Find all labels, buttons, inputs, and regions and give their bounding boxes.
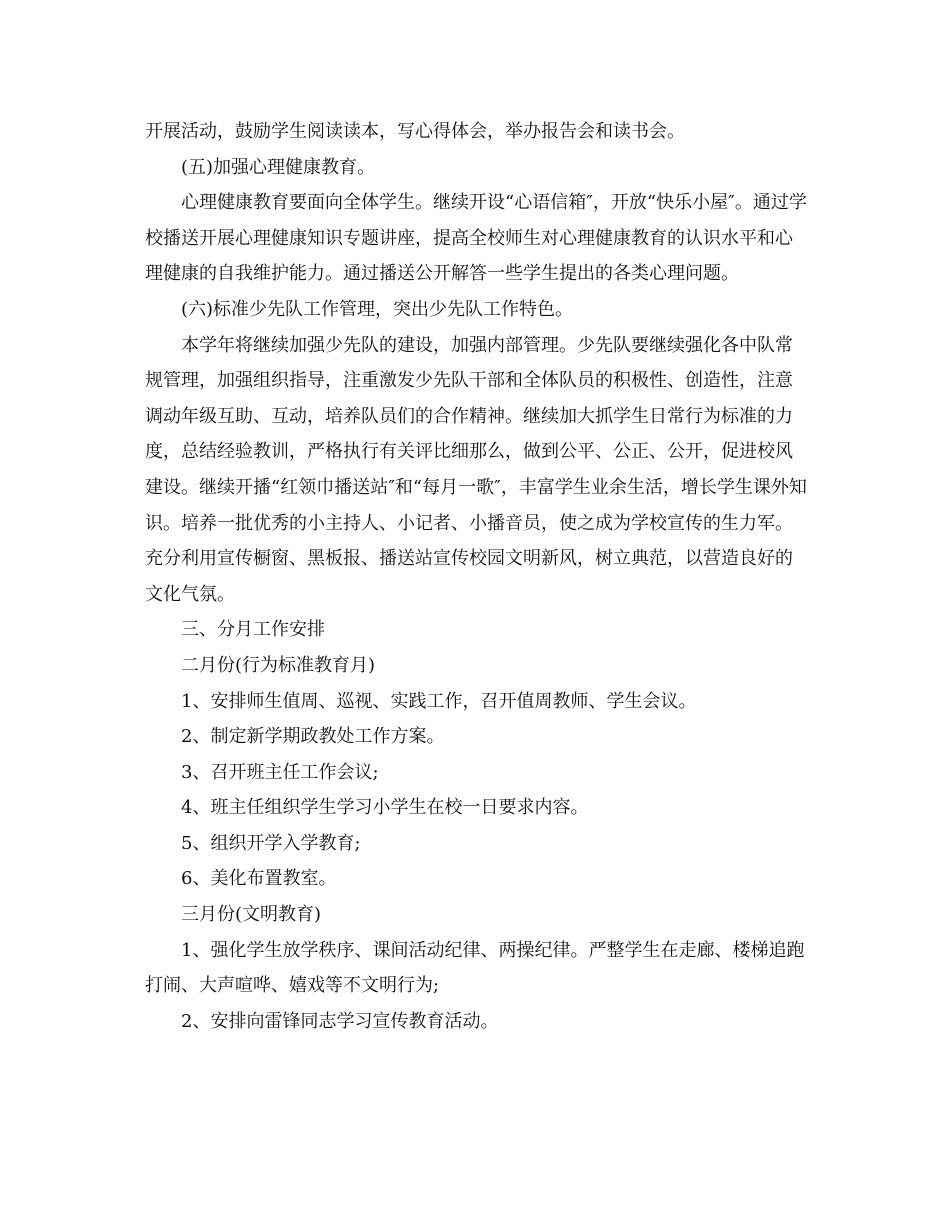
heading-monthly-schedule: 三、分月工作安排	[181, 619, 325, 641]
heading-mental-health: (五)加强心理健康教育。	[181, 156, 376, 178]
list-item-february-3: 3、召开班主任工作会议;	[181, 761, 379, 783]
list-item-february-4: 4、班主任组织学生学习小学生在校一日要求内容。	[181, 797, 589, 819]
heading-march: 三月份(文明教育)	[181, 904, 322, 926]
list-item-february-1: 1、安排师生值周、巡视、实践工作，召开值周教师、学生会议。	[181, 690, 697, 712]
list-item-february-5: 5、组织开学入学教育;	[181, 832, 361, 854]
heading-young-pioneers: (六)标准少先队工作管理，突出少先队工作特色。	[181, 298, 574, 320]
list-item-february-2: 2、制定新学期政教处工作方案。	[181, 726, 445, 748]
list-item-march-2: 2、安排向雷锋同志学习宣传教育活动。	[181, 1010, 499, 1032]
document-body	[145, 114, 810, 1039]
heading-february: 二月份(行为标准教育月)	[181, 654, 376, 676]
paragraph-young-pioneers: 本学年将继续加强少先队的建设，加强内部管理。少先队要继续强化各中队常规管理，加强组织指导，注重激发少先队干部和全体队员的积极性、创造性，注意调动年级互助、互动，培养队员们的合作精神。继续加大抓学生日常行为标准的力度，总结经验教训，严格执行有关评比细那么，做到公平、公正、公开，促进校风建设。继续开播“红领巾播送站″和“每月一歌″，丰富学生业余生活，增长学生课外知识。培养一批优秀的小主持人、小记者、小播音员，使之成为学校宣传的生力军。充分利用宣传橱窗、黑板报、播送站宣传校园文明新风，树立典范，以营造良好的文化气氛。	[145, 334, 807, 605]
list-item-february-6: 6、美化布置教室。	[181, 868, 337, 890]
paragraph-reading-activities: 开展活动，鼓励学生阅读读本，写心得体会，举办报告会和读书会。	[145, 121, 685, 142]
paragraph-mental-health: 心理健康教育要面向全体学生。继续开设“心语信箱″，开放“快乐小屋″。通过学校播送开展心理健康知识专题讲座，提高全校师生对心理健康教育的认识水平和心理健康的自我维护能力。通过播送公开解答一些学生提出的各类心理问题。	[145, 192, 807, 285]
list-item-march-1: 1、强化学生放学秩序、课间活动纪律、两操纪律。严整学生在走廊、楼梯追跑打闹、大声喧哗、嬉戏等不文明行为;	[145, 939, 805, 997]
